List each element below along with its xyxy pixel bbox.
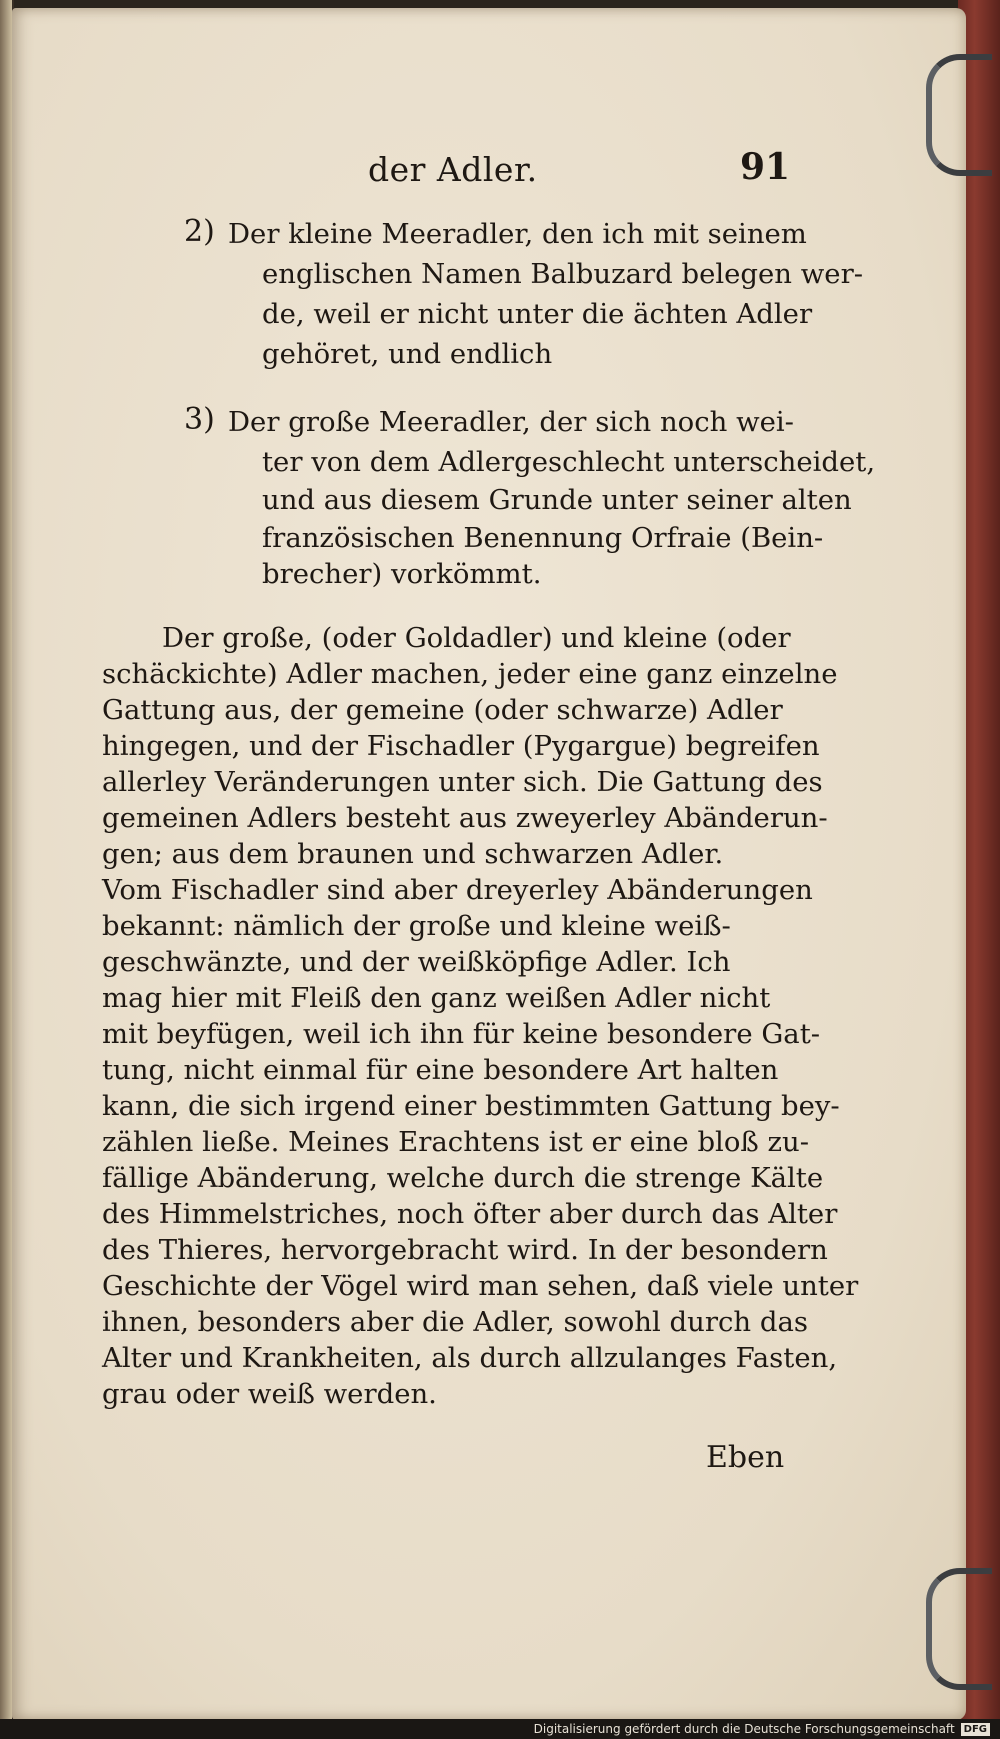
list-item-line: Der große Meeradler, der sich noch wei- xyxy=(228,406,794,438)
catchword: Eben xyxy=(706,1440,785,1475)
footer-credit: Digitalisierung gefördert durch die Deutsche Forschungsgemeinschaft xyxy=(533,1722,955,1736)
paragraph-line: mag hier mit Fleiß den ganz weißen Adler nicht xyxy=(102,982,771,1014)
list-item-line: de, weil er nicht unter die ächten Adler xyxy=(262,298,813,330)
paragraph-line: grau oder weiß werden. xyxy=(102,1378,437,1410)
paragraph-line: kann, die sich irgend einer bestimmten Gattung bey- xyxy=(102,1090,840,1122)
list-item-line: ter von dem Adlergeschlecht unterscheidet, xyxy=(262,446,876,478)
paragraph-line: fällige Abänderung, welche durch die strenge Kälte xyxy=(102,1162,824,1194)
book-page xyxy=(12,8,966,1720)
digitization-footer xyxy=(0,1719,1000,1739)
paragraph-line: des Thieres, hervorgebracht wird. In der besondern xyxy=(102,1234,828,1266)
paragraph-line: hingegen, und der Fischadler (Pygargue) begreifen xyxy=(102,730,820,762)
paragraph-line: tung, nicht einmal für eine besondere Art halten xyxy=(102,1054,779,1086)
paragraph-line: mit beyfügen, weil ich ihn für keine besondere Gat- xyxy=(102,1018,821,1050)
metal-clip-icon xyxy=(926,1568,992,1690)
paragraph-line: ihnen, besonders aber die Adler, sowohl durch das xyxy=(102,1306,808,1338)
list-number: 2) xyxy=(184,214,215,249)
paragraph-line: zählen ließe. Meines Erachtens ist er eine bloß zu- xyxy=(102,1126,810,1158)
paragraph-line: schäckichte) Adler machen, jeder eine ganz einzelne xyxy=(102,658,838,690)
list-number: 3) xyxy=(184,402,215,437)
list-item-line: gehöret, und endlich xyxy=(262,338,553,370)
list-item-line: Der kleine Meeradler, den ich mit seinem xyxy=(228,218,807,250)
paragraph-line: gen; aus dem braunen und schwarzen Adler. xyxy=(102,838,724,870)
page-edge xyxy=(0,0,12,1739)
list-item-line: brecher) vorkömmt. xyxy=(262,558,542,590)
paragraph-line: geschwänzte, und der weißköpfige Adler. Ich xyxy=(102,946,731,978)
metal-clip-icon xyxy=(926,54,992,176)
list-item-line: französischen Benennung Orfraie (Bein- xyxy=(262,522,824,554)
page-number: 91 xyxy=(740,146,791,188)
list-item-line: und aus diesem Grunde unter seiner alten xyxy=(262,484,852,516)
paragraph-line: Geschichte der Vögel wird man sehen, daß viele unter xyxy=(102,1270,859,1302)
dfg-logo: DFG xyxy=(961,1723,990,1736)
paragraph-line: allerley Veränderungen unter sich. Die Gattung des xyxy=(102,766,823,798)
paragraph-line: bekannt: nämlich der große und kleine weiß- xyxy=(102,910,731,942)
paragraph-line: Gattung aus, der gemeine (oder schwarze) Adler xyxy=(102,694,783,726)
list-item-line: englischen Namen Balbuzard belegen wer- xyxy=(262,258,864,290)
paragraph-line: Alter und Krankheiten, als durch allzulanges Fasten, xyxy=(102,1342,838,1374)
paragraph-line: Der große, (oder Goldadler) und kleine (oder xyxy=(162,622,791,654)
paragraph-line: des Himmelstriches, noch öfter aber durch das Alter xyxy=(102,1198,838,1230)
paragraph-line: gemeinen Adlers besteht aus zweyerley Abänderun- xyxy=(102,802,828,834)
paragraph-line: Vom Fischadler sind aber dreyerley Abänderungen xyxy=(102,874,813,906)
running-header: der Adler. xyxy=(368,150,538,189)
